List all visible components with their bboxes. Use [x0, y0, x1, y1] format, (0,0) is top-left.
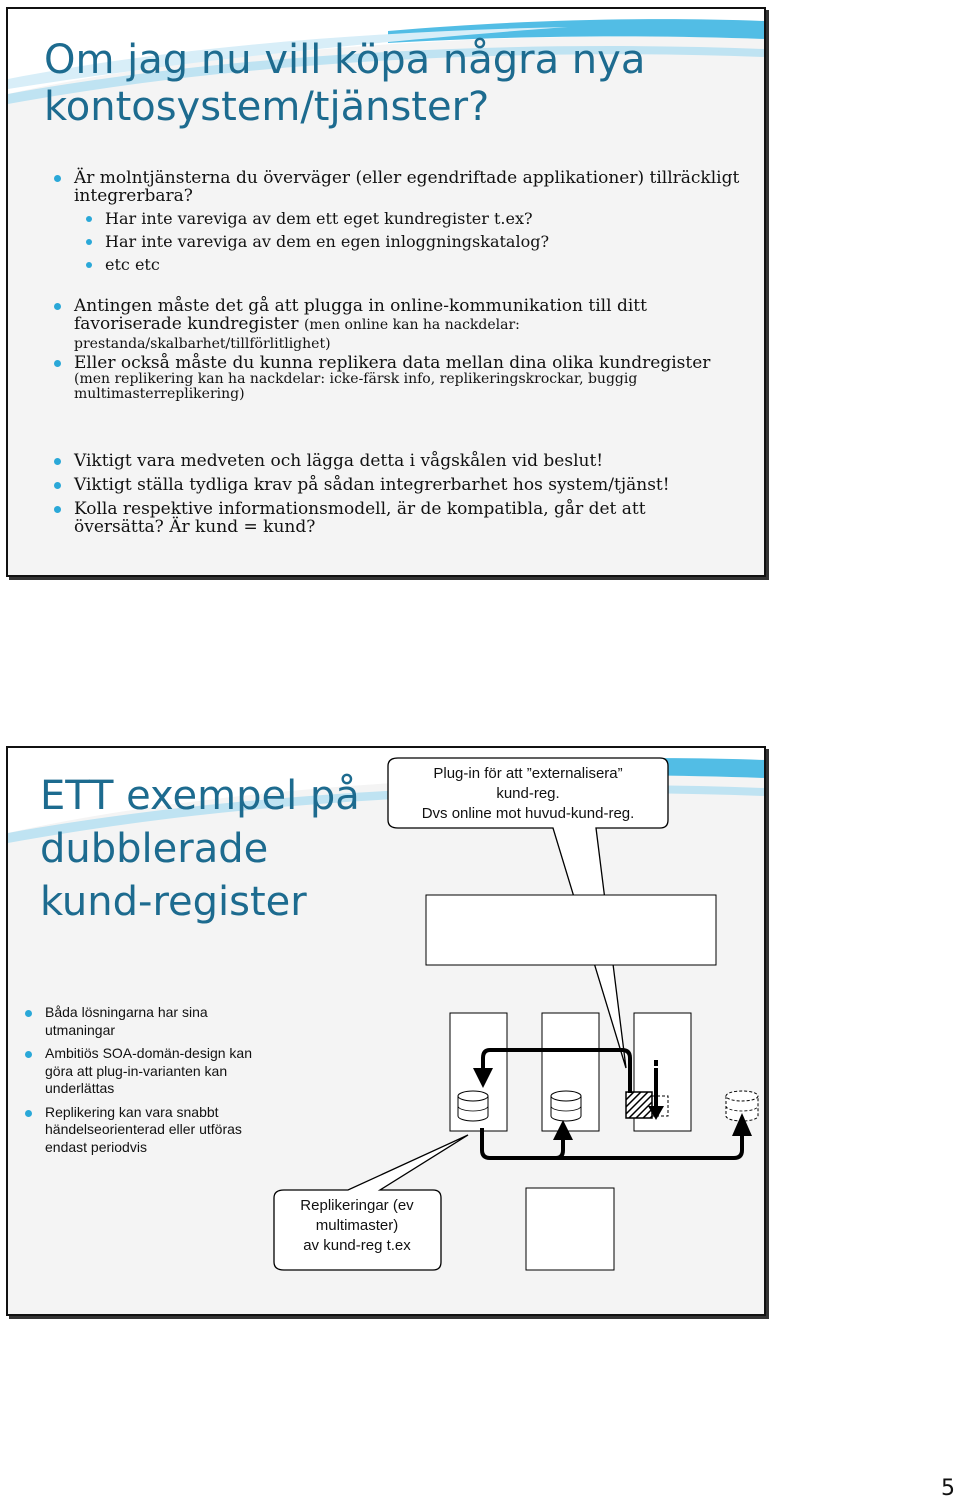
bullet-item: Kolla respektive informationsmodell, är de kompatibla, går det att översätta? Är kund = kund?: [8, 500, 728, 536]
bullet-list-4: [8, 452, 728, 536]
sub-bullet-item: Har inte vareviga av dem en egen inloggningskatalog?: [8, 233, 748, 251]
sub-bullet-item: Har inte vareviga av dem ett eget kundregister t.ex?: [8, 210, 748, 228]
page-number: 5: [941, 1476, 955, 1501]
bullet-item: Ambitiös SOA-domän-design kan göra att plug-in-varianten kan underlättas: [8, 1045, 268, 1098]
slide-title: ETT exempel på dubblerade kund-register: [40, 773, 360, 926]
callout-plugin-text: Plug-in för att ”externalisera” kund-reg. Dvs online mot huvud-kund-reg.: [421, 765, 635, 822]
slide-1: [6, 7, 766, 577]
sub-bullet-item: etc etc: [8, 256, 748, 274]
bottom-system-box: [526, 1188, 614, 1270]
bullet-item: Eller också måste du kunna replikera data mellan dina olika kundregister (men replikering kan ha nackdelar: icke-färsk info, replikeringskrockar, buggig multimasterreplikering): [8, 354, 728, 402]
bullet-list-2: [8, 297, 728, 353]
bullet-item: Är molntjänsterna du överväger (eller egendriftade applikationer) tillräckligt integrerbara?: [8, 169, 748, 205]
callout-replication-text: Replikeringar (ev multimaster) av kund-reg t.ex: [300, 1197, 414, 1254]
bullet-item: Viktigt ställa tydliga krav på sådan integrerbarhet hos system/tjänst!: [8, 476, 728, 494]
database-icon: [458, 1091, 488, 1121]
bullet-item: Replikering kan vara snabbt händelseorienterad eller utföras endast periodvis: [8, 1104, 268, 1157]
slide-2: [6, 746, 766, 1316]
database-icon: [551, 1091, 581, 1121]
slide-title: Om jag nu vill köpa några nya kontosystem/tjänster?: [44, 37, 646, 130]
bullet-item: Antingen måste det gå att plugga in online-kommunikation till ditt favoriserade kundregister (men online kan ha nackdelar: prestanda/skalbarhet/tillförlitlighet): [8, 297, 728, 353]
bullet-list-3: [8, 354, 728, 402]
replication-arrows: [482, 1128, 742, 1158]
bullet-item: Viktigt vara medveten och lägga detta i vågskålen vid beslut!: [8, 452, 728, 470]
bullet-list: [8, 1004, 268, 1162]
sub-bullet-list: [8, 210, 748, 274]
bullet-item: Båda lösningarna har sina utmaningar: [8, 1004, 268, 1039]
main-system-box: [426, 895, 716, 965]
bullet-list-1: [8, 169, 748, 205]
